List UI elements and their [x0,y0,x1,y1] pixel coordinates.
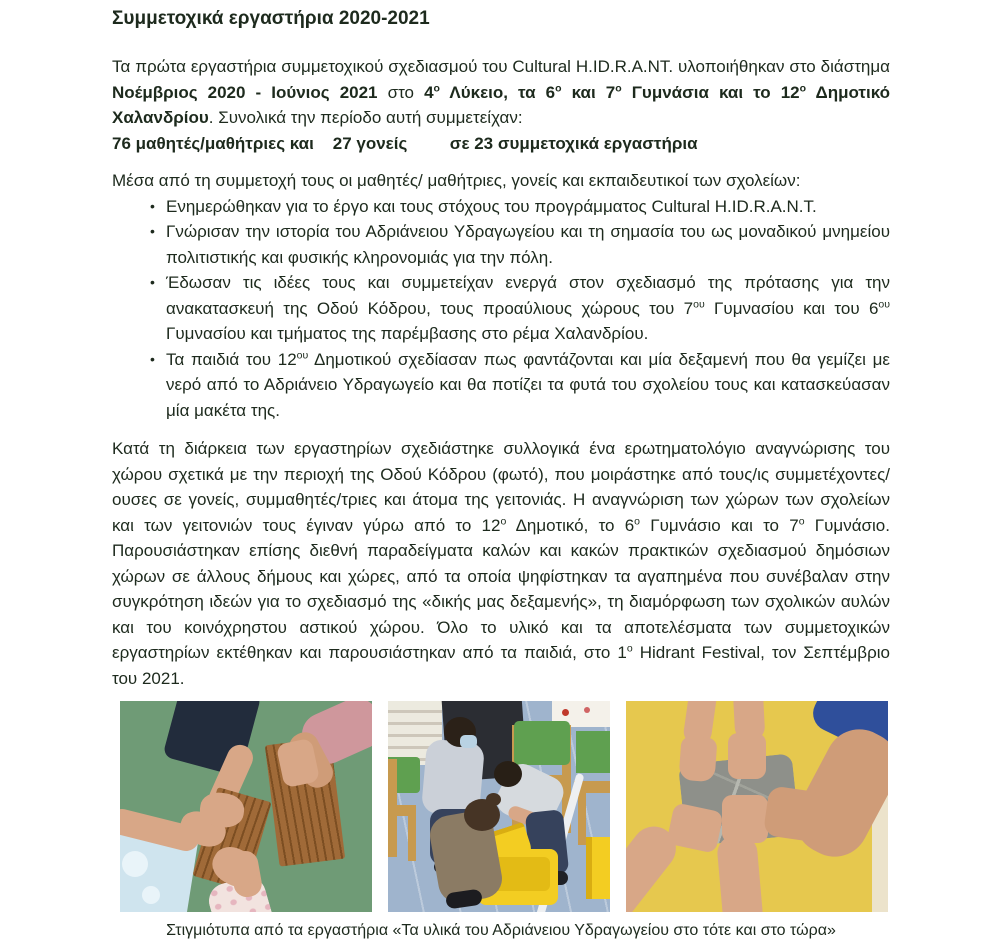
bullet-text: Γνώρισαν την ιστορία του Αδριάνειου Υδραγωγείου και τη σημασία του ως μοναδικού μνημείου πολιτιστικής και φυσικής κληρονομιάς για την πόλη. [166,222,890,267]
bullet-icon: • [150,223,155,239]
plastic-bag-dot [122,851,148,877]
classroom-chair [514,721,570,765]
photo-strip [120,701,890,912]
bullet-text: Έδωσαν τις ιδέες τους και συμμετείχαν ενεργά στον σχεδιασμό της πρότασης για την ανακατασκευή της Οδού Κόδρου, τους προαύλιους χώρους του $7^{o\upsilon}$ Γυμνασίου και του $6^{o\upsilon}$ Γυμνασίου και τμήματος της παρέμβασης στο ρέμα Χαλανδρίου. [166,273,890,343]
child-hair [494,761,522,787]
bullet-text: Ενημερώθηκαν για το έργο και τους στόχους του προγράμματος Cultural H.ID.R.A.N.T. [166,196,817,216]
bullet-list [112,194,890,424]
page-title: Συμμετοχικά εργαστήρια 2020-2021 [112,8,430,29]
bullet-icon: • [150,350,155,367]
child-hand [722,795,768,843]
intro-paragraph: Τα πρώτα εργαστήρια συμμετοχικού σχεδιασμού του Cultural H.ID.R.A.NT. υλοποιήθηκαν στο διάστημα Νοέμβριος 2020 - Ιούνιος 2021 στο $4^o$ Λύκειο, τα $6^o$ και $7^o$ Γυμνάσια και το $12^o$ Δημοτικό Χαλανδρίου. Συνολικά την περίοδο αυτή συμμετείχαν: [112,57,890,127]
child-hand [679,736,718,782]
banner-dot [562,709,569,716]
hair-bun [486,793,501,806]
document-content [112,6,890,944]
yellow-step [586,837,610,899]
banner-dot [584,707,590,713]
plastic-bag-dot [142,886,160,904]
bullet-text: Τα παιδιά του $12^{o\upsilon}$ Δημοτικού σχεδίασαν πως φαντάζονται και μία δεξαμενή που θα γεμίζει με νερό από το Αδριάνειο Υδραγωγείο και θα ποτίζει τα φυτά του σχολείου τους και κατασκεύασαν μία μακέτα της. [166,348,891,420]
child-arm [716,833,764,912]
child-hand [763,785,825,842]
photo-hands-exploring-wooden-blocks [120,701,372,912]
list-item [112,270,890,347]
bullets-lead-paragraph: Μέσα από τη συμμετοχή τους οι μαθητές/ μαθήτριες, γονείς και εκπαιδευτικοί των σχολείων: [112,171,801,190]
photo-children-pouring-water [388,701,610,912]
face-mask [460,735,477,748]
photo-caption: Στιγμιότυπα από τα εργαστήρια «Τα υλικά του Αδριάνειου Υδραγωγείου στο τότε και στο τώρα» [166,922,836,939]
chair-leg [408,813,416,861]
child-hand [728,733,766,779]
body-paragraph: Κατά τη διάρκεια των εργαστηρίων σχεδιάστηκε συλλογικά ένα ερωτηματολόγιο αναγνώρισης του χώρου σχετικά με την περιοχή της Οδού Κόδρου (φωτό), που μοιράστηκε από τους/ις συμμετέχοντες/ουσες σε γονείς, συμμαθητές/τριες και άτομα της γειτονιάς. Η αναγνώριση των χώρων των σχολείων και των γειτονιών τους έγιναν γύρω από το $12^o$ Δημοτικό, το $6^o$ Γυμνάσιο και το $7^o$ Γυμνάσιο. Παρουσιάστηκαν επίσης διεθνή παραδείγματα καλών και κακών πρακτικών σχεδιασμού δημόσιων χώρων σε άλλους δήμους και χώρες, από τα οποία ψηφίστηκαν τα αγαπημένα που συνέβαλαν στην συγκρότηση ιδεών για το σχεδιασμό της «δικής μας δεξαμενής», τη διαμόρφωση των σχολικών αυλών και του κοινόχρηστου αστικού χώρου. Όλο το υλικό και τα αποτελέσματα των συμμετοχικών εργαστηρίων εκτέθηκαν και παρουσιάστηκαν από τα παιδιά, στο $1^o$ Hidrant Festival, τον Σεπτέμβριο του 2021. [112,439,890,688]
chair-leg [578,793,586,845]
list-item [112,194,890,220]
bullet-icon: • [150,274,155,290]
list-item [112,347,890,424]
stats-line: 76 μαθητές/μαθήτριες και 27 γονείς σε 23 συμμετοχικά εργαστήρια [112,133,698,153]
classroom-chair [576,731,610,773]
list-item [112,219,890,270]
bullet-icon: • [150,197,155,214]
photo-hands-touching-stone [626,701,888,912]
